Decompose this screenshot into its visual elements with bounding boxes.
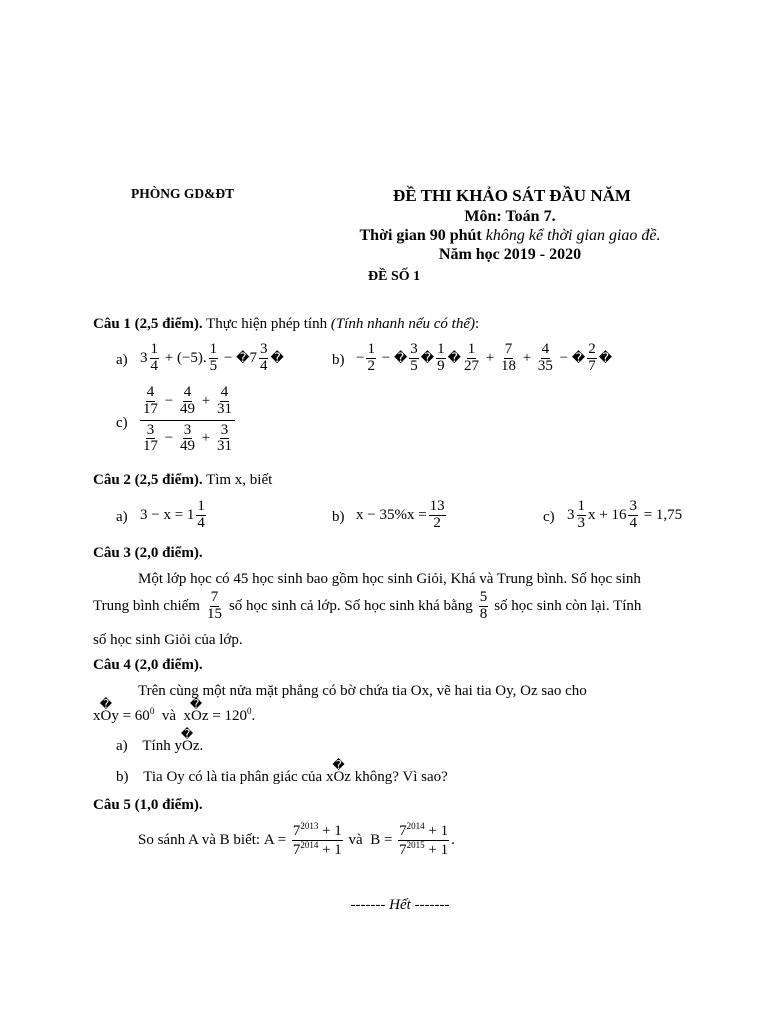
q2-a-expression: 3 − x = 1 $\frac{1}{4}$	[140, 498, 205, 531]
q1-b-label: b)	[332, 352, 345, 368]
q1-hint: (Tính nhanh nếu có thể)	[330, 316, 475, 332]
department-name: PHÒNG GD&ĐT	[131, 186, 235, 201]
q1-text: Thực hiện phép tính	[206, 316, 328, 332]
duration-bold: Thời gian 90 phút	[359, 227, 482, 244]
end-marker: ------- Hết -------	[350, 897, 450, 913]
q5-label: Câu 5 (1,0 điểm).	[93, 797, 203, 813]
q1-heading: Câu 1 (2,5 điểm). Thực hiện phép tính (Tính nhanh nếu có thể):	[93, 316, 480, 332]
q1-c-label: c)	[116, 415, 128, 431]
q1-label: Câu 1 (2,5 điểm).	[93, 316, 203, 332]
q2-c-label: c)	[543, 509, 555, 525]
q4-label: Câu 4 (2,0 điểm).	[93, 657, 203, 673]
q1-b-expression: − $\frac{1}{2}$ − � $\frac{3}{5}$ � $\frac{1}{9}$ � $\frac{1}{27}$ + $\frac{7}{18}$ + $\frac{4}{35}$ − � $\frac{2}{7}$ �	[356, 341, 613, 374]
q2-a-label: a)	[116, 509, 128, 525]
exam-duration	[360, 227, 661, 245]
q2-b-label: b)	[332, 509, 345, 525]
q3-line3: số học sinh Giỏi của lớp.	[93, 632, 243, 648]
q4-b: b) Tia Oy có là tia phân giác của xOz � không? Vì sao?	[116, 758, 448, 785]
q2-label: Câu 2 (2,5 điểm).	[93, 472, 203, 488]
q5-expression: So sánh A và B biết: A = $\frac{7^{2013} + 1}{7^{2014} + 1}$ và B = $\frac{7^{2014} + 1}{7^{2015} + 1}$ .	[138, 821, 455, 858]
q4-line2: xOy � = $60^0$ và xOz � = $120^0$.	[93, 697, 256, 724]
q1-a-expression: 3 $\frac{1}{4}$ + (−5). $\frac{1}{5}$ − � 7 $\frac{3}{4}$ �	[140, 341, 284, 374]
q3-line2: Trung bình chiếm $\frac{7}{15}$ số học sinh cả lớp. Số học sinh khá bằng $\frac{5}{8}$ số học sinh còn lại. Tính	[93, 589, 642, 622]
q2-text: Tìm x, biết	[206, 472, 273, 488]
q3-label: Câu 3 (2,0 điểm).	[93, 545, 203, 561]
school-year: Năm học 2019 - 2020	[438, 246, 582, 263]
q2-c-expression: 3 $\frac{1}{3}$ x + 16 $\frac{3}{4}$ = 1,75	[567, 498, 683, 531]
duration-note: không kể thời gian giao đề.	[485, 227, 661, 244]
q2-b-expression: x − 35%x = $\frac{13}{2}$	[356, 498, 445, 531]
exam-code: ĐỀ SỐ 1	[368, 269, 421, 284]
exam-subject: Môn: Toán 7.	[464, 208, 556, 225]
q3-line1: Một lớp học có 45 học sinh bao gồm học sinh Giỏi, Khá và Trung bình. Số học sinh	[138, 571, 641, 587]
q4-line1: Trên cùng một nửa mặt phẳng có bờ chứa tia Ox, vẽ hai tia Oy, Oz sao cho	[138, 683, 587, 699]
q1-c-expression: $\frac{4}{17}$ − $\frac{4}{49}$ + $\frac{4}{31}$ $\frac{3}{17}$ − $\frac{3}{49}$ + $\frac{3}{31}$	[140, 384, 235, 455]
q1-a-label: a)	[116, 352, 128, 368]
q4-a: a) Tính yOz � .	[116, 727, 204, 754]
exam-title: ĐỀ THI KHẢO SÁT ĐẦU NĂM	[393, 186, 631, 205]
q2-heading	[93, 472, 272, 489]
